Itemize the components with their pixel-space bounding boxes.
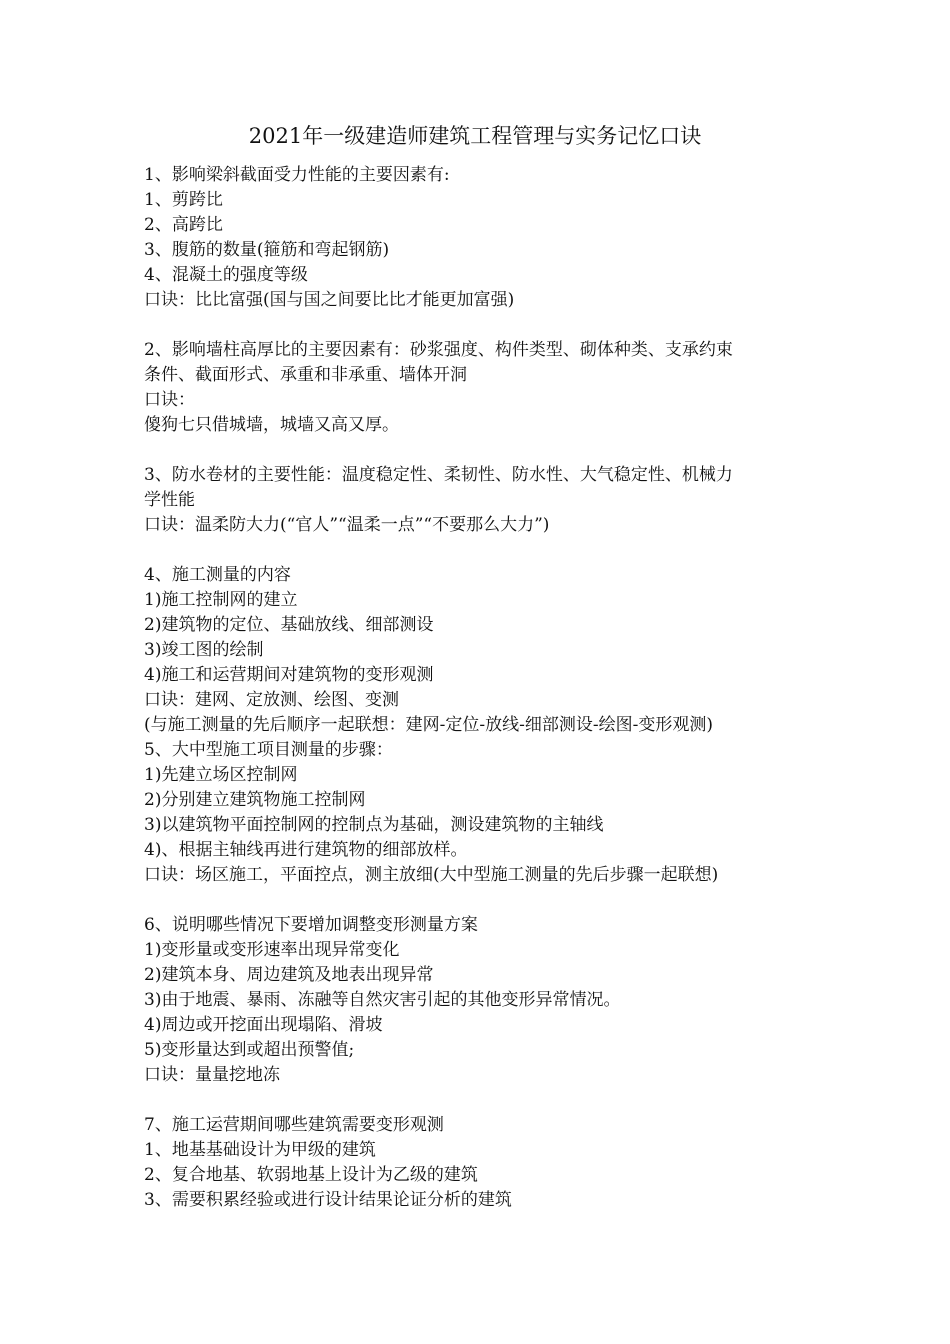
text-line: 1、影响梁斜截面受力性能的主要因素有: [144, 165, 450, 185]
document-title: 2021年一级建造师建筑工程管理与实务记忆口诀 [248, 124, 702, 148]
text-line: 条件、截面形式、承重和非承重、墙体开洞 [144, 365, 467, 385]
text-line: 4)施工和运营期间对建筑物的变形观测 [144, 665, 434, 685]
text-line: 口诀：量量挖地冻 [144, 1065, 280, 1085]
text-line: 口诀：温柔防大力(“官人”“温柔一点”“不要那么大力”) [144, 515, 550, 535]
blank-line [144, 538, 810, 563]
text-line: 4)周边或开挖面出现塌陷、滑坡 [144, 1015, 383, 1035]
text-line: 3、防水卷材的主要性能：温度稳定性、柔韧性、防水性、大气稳定性、机械力 [144, 465, 733, 485]
text-line: 3、需要积累经验或进行设计结果论证分析的建筑 [144, 1190, 512, 1210]
text-line: 2)分别建立建筑物施工控制网 [144, 790, 366, 810]
text-line: 4)、根据主轴线再进行建筑物的细部放样。 [144, 840, 468, 860]
blank-line [144, 888, 810, 913]
text-line: 5、大中型施工项目测量的步骤： [144, 740, 393, 760]
text-line: 口诀：比比富强(国与国之间要比比才能更加富强) [144, 290, 515, 310]
document-body [144, 163, 810, 1213]
text-line: 3、腹筋的数量(箍筋和弯起钢筋) [144, 240, 390, 260]
text-line: 1)变形量或变形速率出现异常变化 [144, 940, 400, 960]
text-line: 2)建筑本身、周边建筑及地表出现异常 [144, 965, 434, 985]
text-line: 1)施工控制网的建立 [144, 590, 298, 610]
text-line: 傻狗七只借城墙，城墙又高又厚。 [144, 415, 399, 435]
text-line: 3)由于地震、暴雨、冻融等自然灾害引起的其他变形异常情况。 [144, 990, 621, 1010]
text-line: 2、影响墙柱高厚比的主要因素有：砂浆强度、构件类型、砌体种类、支承约束 [144, 340, 733, 360]
text-line: 口诀：建网、定放测、绘图、变测 [144, 690, 399, 710]
text-line: 学性能 [144, 490, 195, 510]
text-line: 5)变形量达到或超出预警值; [144, 1040, 355, 1060]
text-line: 口诀： [144, 390, 195, 410]
text-line: 3)竣工图的绘制 [144, 640, 264, 660]
text-line: 2、复合地基、软弱地基上设计为乙级的建筑 [144, 1165, 478, 1185]
text-line: 1)先建立场区控制网 [144, 765, 298, 785]
text-line: 2)建筑物的定位、基础放线、细部测设 [144, 615, 434, 635]
blank-line [144, 1088, 810, 1113]
blank-line [144, 438, 810, 463]
text-line: 6、说明哪些情况下要增加调整变形测量方案 [144, 915, 478, 935]
text-line: 2、高跨比 [144, 215, 223, 235]
text-line: 口诀：场区施工，平面控点，测主放细(大中型施工测量的先后步骤一起联想) [144, 865, 719, 885]
text-line: (与施工测量的先后顺序一起联想：建网-定位-放线-细部测设-绘图-变形观测) [144, 715, 713, 735]
text-line: 1、剪跨比 [144, 190, 223, 210]
text-line: 4、施工测量的内容 [144, 565, 291, 585]
text-line: 1、地基基础设计为甲级的建筑 [144, 1140, 376, 1160]
blank-line [144, 313, 810, 338]
text-line: 3)以建筑物平面控制网的控制点为基础，测设建筑物的主轴线 [144, 815, 604, 835]
text-line: 7、施工运营期间哪些建筑需要变形观测 [144, 1115, 444, 1135]
text-line: 4、混凝土的强度等级 [144, 265, 308, 285]
